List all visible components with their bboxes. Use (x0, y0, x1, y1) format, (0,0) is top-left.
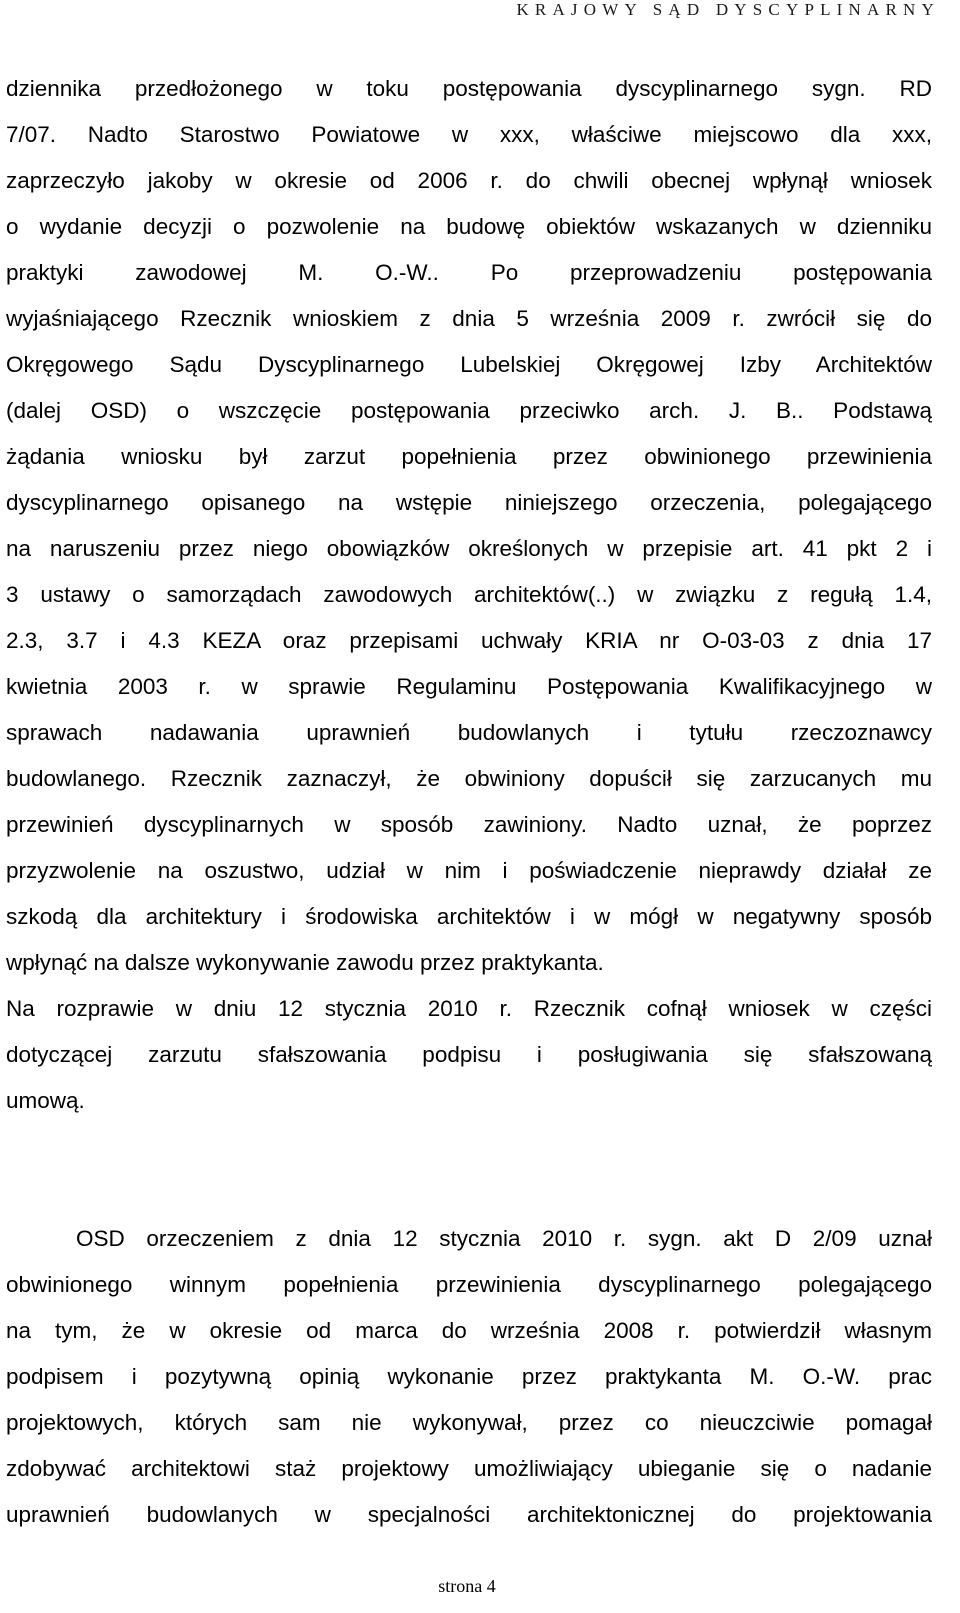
page-number: strona 4 (438, 1576, 496, 1596)
text-line: dotyczącej zarzutu sfałszowania podpisu i posługiwania się sfałszowaną (6, 1042, 932, 1067)
paragraph-2 (6, 986, 932, 1124)
text-line: podpisem i pozytywną opinią wykonanie przez praktykanta M. O.-W. prac (6, 1364, 932, 1389)
text-line: na naruszeniu przez niego obowiązków określonych w przepisie art. 41 pkt 2 i (6, 536, 932, 561)
text-line: wyjaśniającego Rzecznik wnioskiem z dnia 5 września 2009 r. zwrócił się do (6, 306, 932, 331)
paragraph-3 (6, 1216, 932, 1538)
text-line: praktyki zawodowej M. O.-W.. Po przeprowadzeniu postępowania (6, 260, 932, 285)
text-line: o wydanie decyzji o pozwolenie na budowę obiektów wskazanych w dzienniku (6, 214, 932, 239)
document-body (6, 66, 932, 1538)
text-line: obwinionego winnym popełnienia przewinienia dyscyplinarnego polegającego (6, 1272, 932, 1297)
text-line: Na rozprawie w dniu 12 stycznia 2010 r. Rzecznik cofnął wniosek w części (6, 996, 932, 1021)
text-line: projektowych, których sam nie wykonywał, przez co nieuczciwie pomagał (6, 1410, 932, 1435)
text-line: przyzwolenie na oszustwo, udział w nim i poświadczenie nieprawdy działał ze (6, 858, 932, 883)
text-line: żądania wniosku był zarzut popełnienia przez obwinionego przewinienia (6, 444, 932, 469)
court-name-header: KRAJOWY SĄD DYSCYPLINARNY (516, 0, 940, 19)
text-line: uprawnień budowlanych w specjalności architektonicznej do projektowania (6, 1502, 932, 1527)
text-line: na tym, że w okresie od marca do września 2008 r. potwierdził własnym (6, 1318, 932, 1343)
text-line: OSD orzeczeniem z dnia 12 stycznia 2010 r. sygn. akt D 2/09 uznał (76, 1226, 932, 1251)
text-line: umową. (6, 1088, 85, 1113)
text-line: 7/07. Nadto Starostwo Powiatowe w xxx, właściwe miejscowo dla xxx, (6, 122, 932, 147)
text-line: zaprzeczyło jakoby w okresie od 2006 r. do chwili obecnej wpłynął wniosek (6, 168, 932, 193)
text-line: szkodą dla architektury i środowiska architektów i w mógł w negatywny sposób (6, 904, 932, 929)
text-line: kwietnia 2003 r. w sprawie Regulaminu Postępowania Kwalifikacyjnego w (6, 674, 932, 699)
text-line: przewinień dyscyplinarnych w sposób zawiniony. Nadto uznał, że poprzez (6, 812, 932, 837)
paragraph-1 (6, 66, 932, 986)
text-line: Okręgowego Sądu Dyscyplinarnego Lubelskiej Okręgowej Izby Architektów (6, 352, 932, 377)
page-footer (0, 1576, 960, 1597)
paragraph-spacer (6, 1124, 932, 1216)
page-header (0, 0, 960, 30)
text-line: zdobywać architektowi staż projektowy umożliwiający ubieganie się o nadanie (6, 1456, 932, 1481)
text-line: sprawach nadawania uprawnień budowlanych i tytułu rzeczoznawcy (6, 720, 932, 745)
text-line: dyscyplinarnego opisanego na wstępie niniejszego orzeczenia, polegającego (6, 490, 932, 515)
text-line: 3 ustawy o samorządach zawodowych architektów(..) w związku z regułą 1.4, (6, 582, 932, 607)
text-line: wpłynąć na dalsze wykonywanie zawodu przez praktykanta. (6, 950, 604, 975)
text-line: budowlanego. Rzecznik zaznaczył, że obwiniony dopuścił się zarzucanych mu (6, 766, 932, 791)
text-line: dziennika przedłożonego w toku postępowania dyscyplinarnego sygn. RD (6, 76, 932, 101)
text-line: 2.3, 3.7 i 4.3 KEZA oraz przepisami uchwały KRIA nr O-03-03 z dnia 17 (6, 628, 932, 653)
text-line: (dalej OSD) o wszczęcie postępowania przeciwko arch. J. B.. Podstawą (6, 398, 932, 423)
